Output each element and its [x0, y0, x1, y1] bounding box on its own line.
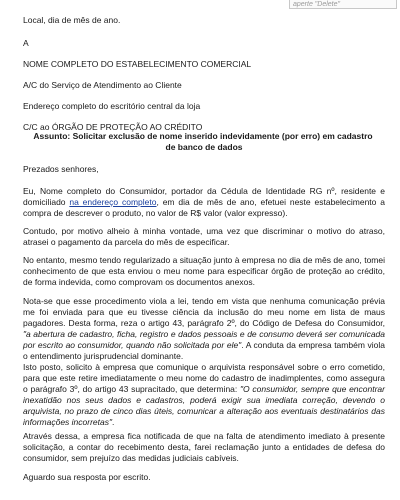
paragraph-1-text-a: Eu, Nome completo do Consumidor, portador da Cédula de Identidade RG nº, residente e domiciliado: [23, 186, 385, 207]
paragraph-1: [23, 186, 385, 219]
paragraph-5-text-a: Isto posto, solicito à empresa que comunique o arquivista responsável sobre o erro cometido, para que este retire imediatamente o meu nome do cadastro de inadimplentes, como assegura o parágrafo 3º, do artigo 43 supracitado, que determina:: [23, 362, 385, 394]
paragraph-5-text-b: .: [112, 417, 115, 427]
paragraph-2: Contudo, por motivo alheio à minha vontade, uma vez que discriminar o motivo do atraso, atrasei o pagamento da parcela do mês de especificar.: [23, 226, 385, 247]
paragraph-5-quote: "O consumidor, sempre que encontrar inexatidão nos seus dados e cadastros, poderá exigir sua imediata correção, devendo o arquivista, no prazo de cinco dias úteis, comunicar a alteração aos eventuais destinatários das informações incorretas": [23, 384, 385, 427]
greeting: Prezados senhores,: [23, 164, 99, 174]
paragraph-4-text-b: . A conduta da empresa também viola o entendimento jurisprudencial dominante.: [23, 340, 386, 361]
paragraph-3: No entanto, mesmo tendo regularizado a situação junto à empresa no dia de mês de ano, tomei conhecimento de que esta enviou o meu nome para especificar órgão de proteção ao crédito, de forma indevida, como comprovam os documentos anexos.: [23, 255, 385, 287]
attention-line: A/C do Serviço de Atendimento ao Cliente: [23, 80, 182, 90]
delete-hint-box[interactable]: aperte "Delete": [289, 0, 397, 9]
paragraph-4-text-a: Nota-se que esse procedimento viola a lei, tendo em vista que nenhuma comunicação prévia me foi enviada para que eu tivesse ciência da inclusão do meu nome em lista de maus pagadores. Desta forma, reza o artigo 43, parágrafo 2º, do Código de Defesa do Consumidor,: [23, 296, 385, 328]
establishment-name: NOME COMPLETO DO ESTABELECIMENTO COMERCIAL: [23, 59, 252, 69]
paragraph-1-text-b: , em dia de mês de ano, efetuei neste estabelecimento a compra de descrever o produto, no valor de R$ valor (valor expresso).: [23, 197, 385, 218]
subject-line-1: Assunto: Solicitar exclusão de nome inserido indevidamente (por erro) em cadastro: [33, 131, 373, 141]
recipient-prefix: A: [23, 38, 29, 48]
copy-to-line: C/C ao ÓRGÃO DE PROTEÇÃO AO CRÉDITO: [23, 122, 203, 132]
paragraph-6: Através dessa, a empresa fica notificada de que na falta de atendimento imediato à presente solicitação, a contar do recebimento desta, farei reclamação junto a entidades de defesa do consumidor, sem prejuízo das medidas judiciais cabíveis.: [23, 431, 385, 463]
place-date: Local, dia de mês de ano.: [23, 15, 121, 25]
paragraph-5: [23, 362, 385, 428]
subject-line-2: de banco de dados: [165, 142, 243, 152]
paragraph-4: [23, 296, 385, 362]
paragraph-4-quote: "a abertura de cadastro, ficha, registro e dados pessoais e de consumo deverá ser comunicada por escrito ao consumidor, quando não solicitada por ele": [23, 329, 385, 350]
address-link[interactable]: na endereço completo: [69, 197, 157, 207]
closing-line: Aguardo sua resposta por escrito.: [23, 472, 151, 482]
address-line: Endereço completo do escritório central da loja: [23, 101, 201, 111]
